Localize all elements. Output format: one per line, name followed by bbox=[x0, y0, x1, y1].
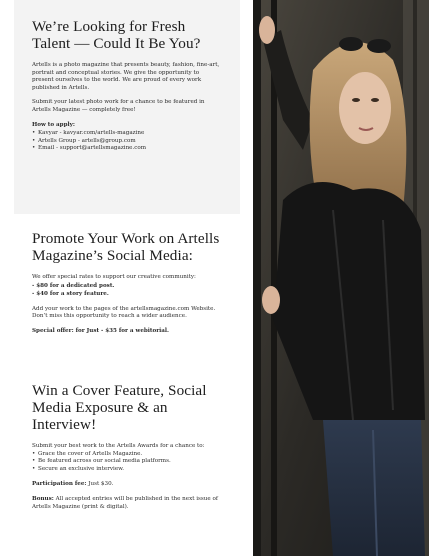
awards-item-interview: • Secure an exclusive interview. bbox=[32, 466, 222, 474]
model-photo-illustration bbox=[253, 0, 429, 556]
awards-item-social: • Be featured across our social media platforms. bbox=[32, 458, 222, 466]
apply-item-group[interactable]: • Artells Group - artells@group.com bbox=[32, 138, 222, 146]
apply-item-kavyar[interactable]: • Kavyar - kavyar.com/artells-magazine bbox=[32, 130, 222, 138]
awards-section bbox=[32, 382, 222, 518]
participation-fee bbox=[32, 481, 222, 489]
rate-story-feature: - $40 for a story feature. bbox=[32, 291, 109, 298]
awards-list bbox=[32, 451, 222, 474]
promote-intro: We offer special rates to support our creative community: bbox=[32, 274, 196, 280]
awards-intro: Submit your best work to the Artells Awards for a chance to: bbox=[32, 443, 205, 449]
fee-value: Just $30. bbox=[86, 481, 114, 488]
rate-dedicated-post: - $80 for a dedicated post. bbox=[32, 282, 115, 289]
bonus-label: Bonus: bbox=[32, 495, 54, 502]
fresh-talent-card bbox=[14, 0, 240, 214]
fresh-talent-submit: Submit your latest photo work for a chance to be featured in Artells Magazine — completely free! bbox=[32, 99, 205, 113]
promote-section bbox=[32, 230, 222, 336]
fresh-talent-title: We’re Looking for Fresh Talent — Could It Be You? bbox=[32, 18, 201, 52]
special-offer: Special offer: for Just - $35 for a webitorial. bbox=[32, 327, 169, 334]
bonus-note bbox=[32, 496, 222, 511]
promote-card bbox=[14, 216, 240, 556]
promote-website: Add your work to the pages of the artellsmagazine.com Website. Don’t miss this opportunity to reach a wider audience. bbox=[32, 305, 216, 320]
awards-title: Win a Cover Feature, Social Media Exposure & an Interview! bbox=[32, 382, 207, 433]
awards-item-cover: • Grace the cover of Artells Magazine. bbox=[32, 451, 222, 459]
bonus-value: All accepted entries will be published in the next issue of Artells Magazine (print & digital). bbox=[32, 495, 218, 510]
apply-item-email[interactable]: • Email - support@artellsmagazine.com bbox=[32, 145, 222, 153]
how-to-apply-heading: How to apply: bbox=[32, 121, 75, 128]
promote-title: Promote Your Work on Artells Magazine’s Social Media: bbox=[32, 230, 220, 264]
how-to-apply-list bbox=[32, 130, 222, 153]
model-photo bbox=[253, 0, 429, 556]
fee-label: Participation fee: bbox=[32, 481, 87, 488]
fresh-talent-intro: Artells is a photo magazine that presents beauty, fashion, fine-art, portrait and conceptual stories. We give the opportunity to present ourselves to the world. We are proud of every work published in Artells. bbox=[32, 62, 220, 91]
